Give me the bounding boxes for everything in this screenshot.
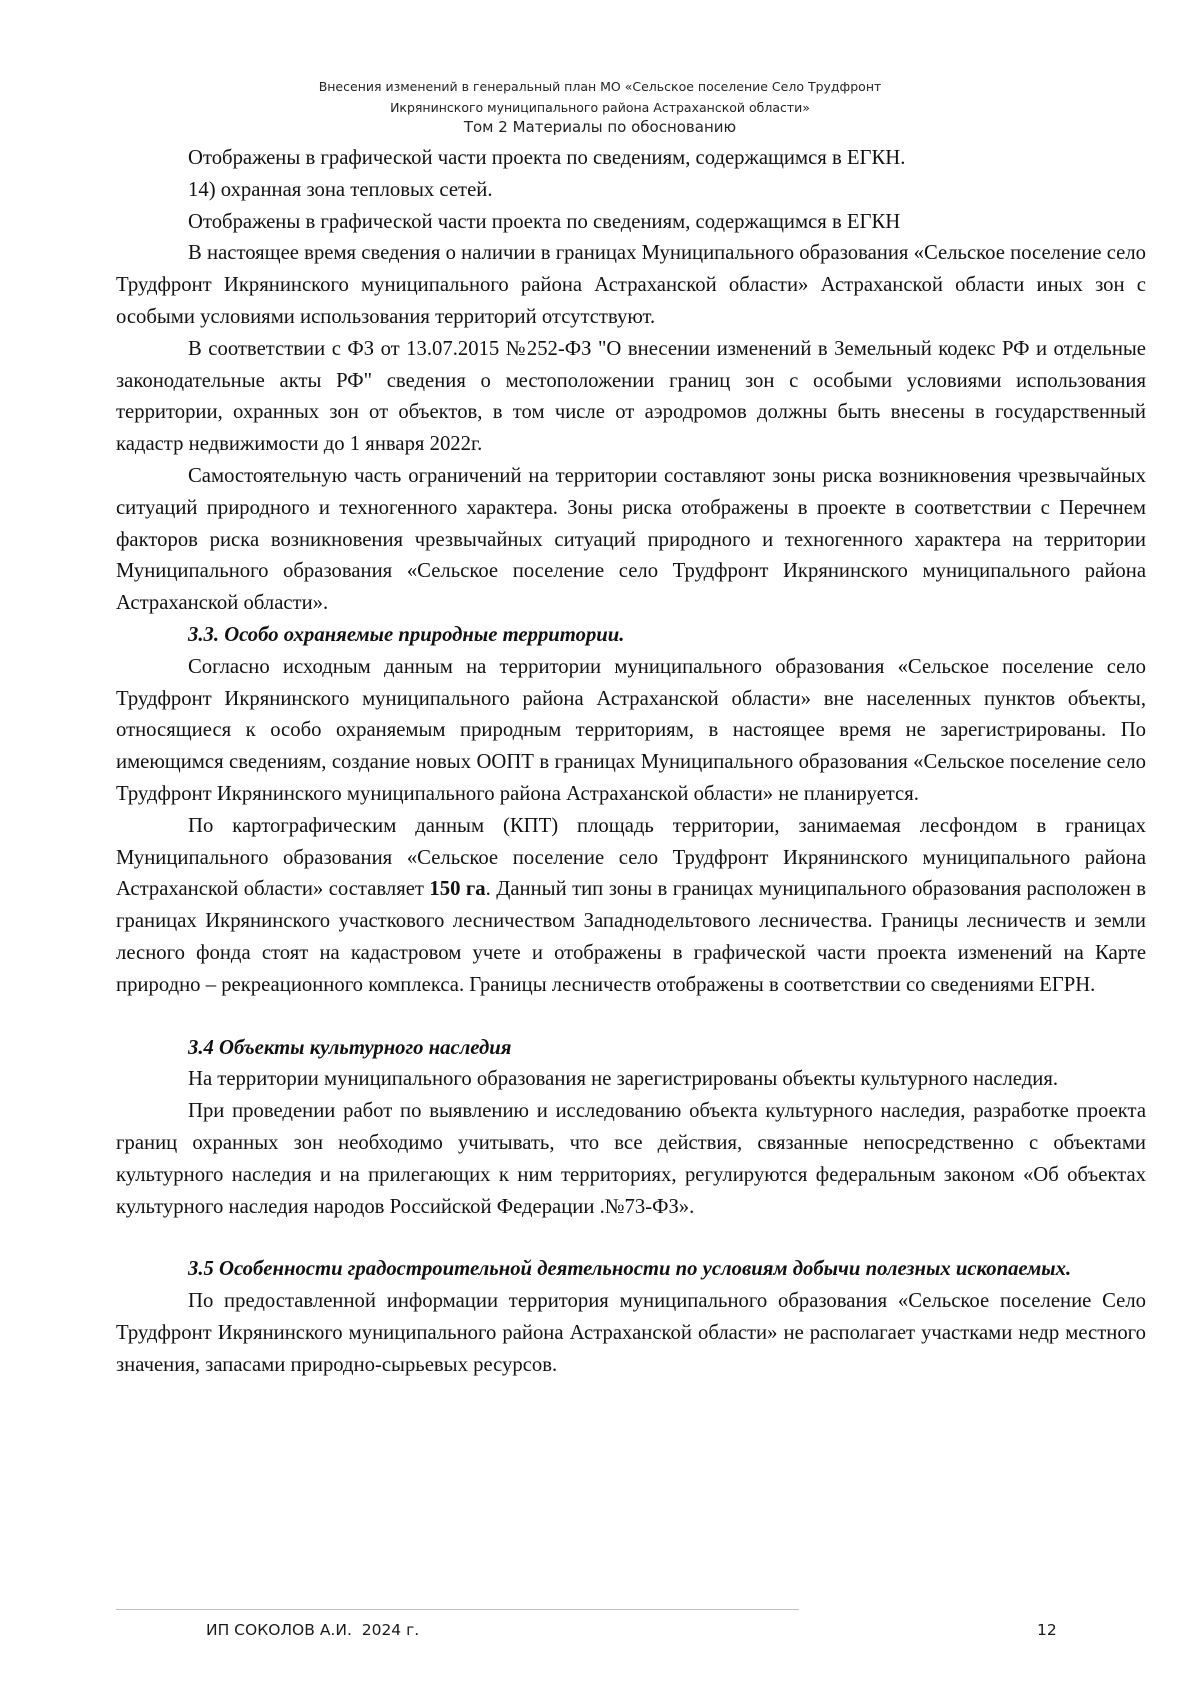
document-body bbox=[116, 143, 1146, 1381]
page-number: 12 bbox=[1037, 1621, 1057, 1639]
footer-author: ИП СОКОЛОВ А.И. 2024 г. bbox=[206, 1621, 420, 1639]
header-volume: Том 2 Материалы по обоснованию bbox=[463, 118, 737, 136]
heading-section-3-3: 3.3. Особо охраняемые природные территории. bbox=[188, 623, 625, 646]
footer-divider bbox=[116, 1609, 799, 1610]
paragraph-other-zones: В настоящее время сведения о наличии в границах Муниципального образования «Сельское поселение село Трудфронт Икрянинского муниципального района Астраханской области» Астраханской области иных зон с особыми условиями использования территорий отсутствуют. bbox=[116, 242, 1146, 328]
paragraph-mineral-resources: По предоставленной информации территория муниципального образования «Сельское поселение Село Трудфронт Икрянинского муниципального района Астраханской области» не располагает участками недр местного значения, запасами природно-сырьевых ресурсов. bbox=[116, 1290, 1146, 1376]
page-header bbox=[0, 76, 1200, 137]
header-title-line-2: Икрянинского муниципального района Астраханской области» bbox=[390, 100, 810, 115]
paragraph-egkn-2: Отображены в графической части проекта по сведениям, содержащимся в ЕГКН bbox=[188, 210, 901, 233]
paragraph-federal-law: В соответствии с ФЗ от 13.07.2015 №252-ФЗ "О внесении изменений в Земельный кодекс РФ и отдельные законодательные акты РФ" сведения о местоположении границ зон с особыми условиями использования территории, охранных зон от объектов, в том числе от аэродромов должны быть внесены в государственный кадастр недвижимости до 1 января 2022г. bbox=[116, 337, 1146, 456]
heading-section-3-5: 3.5 Особенности градостроительной деятельности по условиям добычи полезных ископаемых. bbox=[188, 1258, 1072, 1281]
paragraph-heat-network-zone: 14) охранная зона тепловых сетей. bbox=[188, 178, 493, 201]
header-title-line-1: Внесения изменений в генеральный план МО «Сельское поселение Село Трудфронт bbox=[318, 79, 882, 94]
forest-fund-text-b: . Данный тип зоны в границах муниципального образования расположен в границах Икрянинского участкового лесничеством Западнодельтового лесничества. Границы лесничеств и земли лесного фонда стоят на кадастровом учете и отображены в графической части проекта изменений на Карте природно – рекреационного комплекса. Границы лесничеств отображены в соответствии со сведениями ЕГРН. bbox=[116, 878, 1146, 996]
heading-section-3-4: 3.4 Объекты культурного наследия bbox=[188, 1036, 512, 1059]
forest-fund-text-a: По картографическим данным (КПТ) площадь территории, занимаемая лесфондом в границах Муниципального образования «Сельское поселение село Трудфронт Икрянинского муниципального района Астраханской области» составляет bbox=[116, 814, 1146, 901]
paragraph-egkn-1: Отображены в графической части проекта по сведениям, содержащимся в ЕГКН. bbox=[188, 147, 906, 169]
spacer bbox=[116, 1223, 1146, 1254]
paragraph-emergency-risk: Самостоятельную часть ограничений на территории составляют зоны риска возникновения чрезвычайных ситуаций природного и техногенного характера. Зоны риска отображены в проекте в соответствии с Перечнем факторов риска возникновения чрезвычайных ситуаций природного и техногенного характера на территории Муниципального образования «Сельское поселение село Трудфронт Икрянинского муниципального района Астраханской области». bbox=[116, 464, 1146, 615]
spacer bbox=[116, 1002, 1146, 1033]
paragraph-protected-areas: Согласно исходным данным на территории муниципального образования «Сельское поселение село Трудфронт Икрянинского муниципального района Астраханской области» вне населенных пунктов объекты, относящиеся к особо охраняемым природным территориям, в настоящее время не зарегистрированы. По имеющимся сведениям, создание новых ООПТ в границах Муниципального образования «Сельское поселение село Трудфронт Икрянинского муниципального района Астраханской области» не планируется. bbox=[116, 655, 1146, 805]
paragraph-forest-fund bbox=[116, 811, 1146, 1002]
paragraph-no-heritage-objects: На территории муниципального образования не зарегистрированы объекты культурного наследия. bbox=[188, 1068, 1059, 1091]
paragraph-heritage-works: При проведении работ по выявлению и исследованию объекта культурного наследия, разработке проекта границ охранных зон необходимо учитывать, что все действия, связанные непосредственно с объектами культурного наследия и на прилегающих к ним территориях, регулируются федеральным законом «Об объектах культурного наследия народов Российской Федерации .№73-ФЗ». bbox=[116, 1100, 1146, 1218]
forest-area-value: 150 га bbox=[429, 878, 486, 901]
